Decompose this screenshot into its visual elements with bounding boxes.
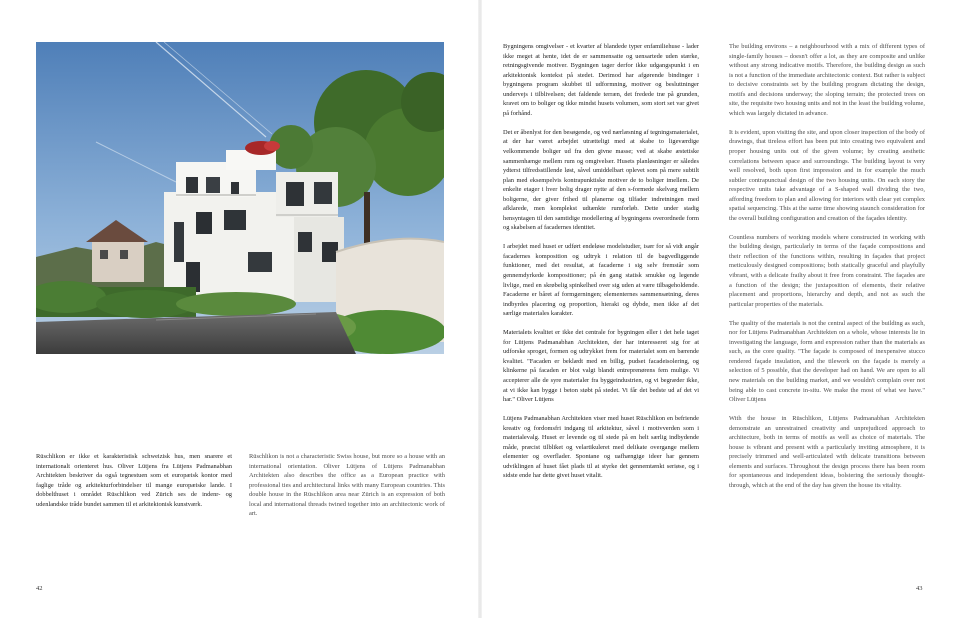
caption-danish-text: Rüschlikon er ikke et karakteristisk schweizisk hus, men snarere et internationalt orienteret hus. Oliver Lütjens fra Lütjens Padmanabhan Architekten beskriver da også tegnestuen som et europæisk kontor med faglige tråde og arkitekturforbindelser til mange europæiske lande. I dobbelthuset i området Rüschlikon ved Zürich ses de indenr- og udenlandske tråde bundet sammen til et arkitektonisk kunstværk. <box>36 453 232 508</box>
english-column <box>729 42 925 491</box>
english-paragraph: It is evident, upon visiting the site, and upon closer inspection of the body of drawings, that tireless effort has been put into creating two equivalent and proper housing units out of the given volume; by creating aesthetic correlations between space and surroundings. The building layout is very well resolved, both upon first impression and in for example the much subtler contrapunctual design of the two housing units. On each story the respective units take advantage of a S-shaped wall dividing the two, affording freedom to plan and allowing for interiors with clear yet complex spatial sequencing. This at the same time showing staunch consideration for the overall building configuration and creation of the façades identity. <box>729 128 925 222</box>
danish-paragraph: Det er åbenlyst for den besøgende, og ved nærlæsning af tegningsmaterialet, at der har været arbejdet utrætteligt med at skabe to ligeværdige velkommende boliger ud fra den givne masse; ved at skabe æstetiske sammenhænge mellem rum og omgivelser. Husets planløsninger er således ydterst tilfredsstillende løst, såvel umiddelbart oplevet som på mere subtilt plan med eksempelvis kontrapunktiske motiver de to boliger imellem. De enkelte etager i hver bolig drager nytte af den s-formede skelvæg mellem boligerne, der giver frihed til planerne og tilfader indretningen med afklarede, men komplekst udtænkte rumforløb. Dette under stadig hensyntagen til den samtidige modellering af bygningens overordnede form og skabelsen af facadernes identitet. <box>503 128 699 232</box>
danish-paragraph: Materialets kvalitet er ikke det centrale for bygningen eller i det hele taget for Lütjens Padmanabhan Architekten, der har interesseret sig for at udforske sproget, formen og udtrykket frem for materialet som en bærende kvalitet. "Facaden er beklædt med en billig, pudset facadeisolering, og klinkerne på facaden er blot valgt blandt entreprenørens fem mulige. Vi accepterer alle de syre materialer fra byggeindustrien, og vi begræder ikke, at vi ikke kan bygge i beton støbt på stedet. Vi får det bedste ud af det vi har." Oliver Lütjens <box>503 329 699 404</box>
english-paragraph: With the house in Rüschlikon, Lütjens Padmanabhan Architekten demonstrate an unrestrained creativity and unprejudiced approach to architecture, both in terms of motifs as well as choice of materials. The house is vibrant and present with a particularly inviting atmosphere, it is precisely trimmed and well-articulated with delicate transitions between elements and surfaces. Throughout the design process there has been room for spontaneous and independent ideas, bolstering the seriously thought-through, which at the end of the day has given the house its vitality. <box>729 415 925 489</box>
danish-column <box>503 42 699 481</box>
house-photo <box>36 42 444 354</box>
right-page <box>480 0 960 618</box>
caption-danish <box>36 452 232 509</box>
english-paragraph: The building environs – a neighbourhood with a mix of different types of single-family houses – doesn't offer a lot, as they are composite and unlike without any strong indicative motifs. Therefore, the building design as such is not a function of the immediate architectonic context. But rather is subject to decisive constraints set by the building program dictating the design, motifs and decisions underway; the sloping terrain; the protected trees on site, the requisite two housing units and not in the least the building volume, which was largely dictated in advance. <box>729 43 925 117</box>
caption-english-text: Rüschlikon is not a characteristic Swiss house, but more so a house with an international orientation. Oliver Lütjens of Lütjens Padmanabhan Architekten also describes the office as a European practice with professional ties and architectural links with many European countries. This double house in the Rüschlikon area near Zürich is an expression of both local and international threads twined together into an architectonic work of art. <box>249 453 445 518</box>
danish-paragraph: I arbejdet med huset er udført endeløse modelstudier, især for så vidt angår facadernes komposition og udtryk i relation til de bagvedliggende funktioner, med det resultat, at facaderne i sig selv fremstår som gennemdyrkede kompositioner; på én gang statisk smukke og legende livlige, med en skrøbelig spinkelhed over sig uden at være tilbageholdende. Facaderne er båret af formgerningen; elementernes sammensætning, deres indbyrdes placering og proportion, hieraki og dybde, men ikke af det særlige materiales karakter. <box>503 243 699 318</box>
page-number-left: 42 <box>36 585 43 592</box>
danish-paragraph: Bygningens omgivelser - et kvarter af blandede typer enfamiliehuse - lader ikke meget at hente, idet de er sammensatte og uensartede uden stærke, retningsgivende motiver. Bygningen tager derfor ikke udgangspunkt i en arkitektonisk kontekst på stedet. Derimod har afgørende bindinger i bygningens program skubbet til udformning, motiver og besluttninger undervejs i tilblivelsen; det faldende terræn, det fredede træ på grunden, kravet om to boliger og ikke mindst husets volumen, som stort set var givet på forhånd. <box>503 43 699 117</box>
page-number-right: 43 <box>916 585 923 592</box>
danish-paragraph: Lütjens Padmanabhan Architekten viser med huset Rüschlikon en befriende kreativ og fordomsfri indgang til arkitektur, såvel i motivverden som i materialevalg. Huset er levende og til stede på en helt særlig indbydende måde, præcist tilbliket og velartikuleret med delikate overgange mellem elementer og overflader. Spontane og uafhængige ideer har gennem udviklingen af huset fået plads til at styrke det gennemtænkt seriøse, og i sidste ende har dette givet huset vitalit. <box>503 415 699 480</box>
english-paragraph: The quality of the materials is not the central aspect of the building as such, nor for Lütjens Padmanabhan Architekten on a whole, whose interests lie in investigating the language, form and expression rather than the materials as such, as the core quality. "The façade is composed of inexpensive stucco rendered façade insulation, and the tilework on the façade is merely a selection of 5 possible, that the developer had on hand. We are open to all new materials on the building market, and we wouldn't complain over not being able to cast concrete in-situ. We make the most of what we have." Oliver Lütjens <box>729 319 925 404</box>
caption-english <box>249 452 445 519</box>
english-paragraph: Countless numbers of working models where constructed in working with the building design, particularly in terms of the façade compositions and their reflection of the functions within, resulting in façades that project meticulously designed compositions; both statically graceful and playfully vibrant, with a delicate frailty about it free from constraint. The façades are a function of the design; the juxtaposition of elements, their relative placement and proportions, hierarchy and depth, and not as such the particular properties of the materials. <box>729 233 925 308</box>
